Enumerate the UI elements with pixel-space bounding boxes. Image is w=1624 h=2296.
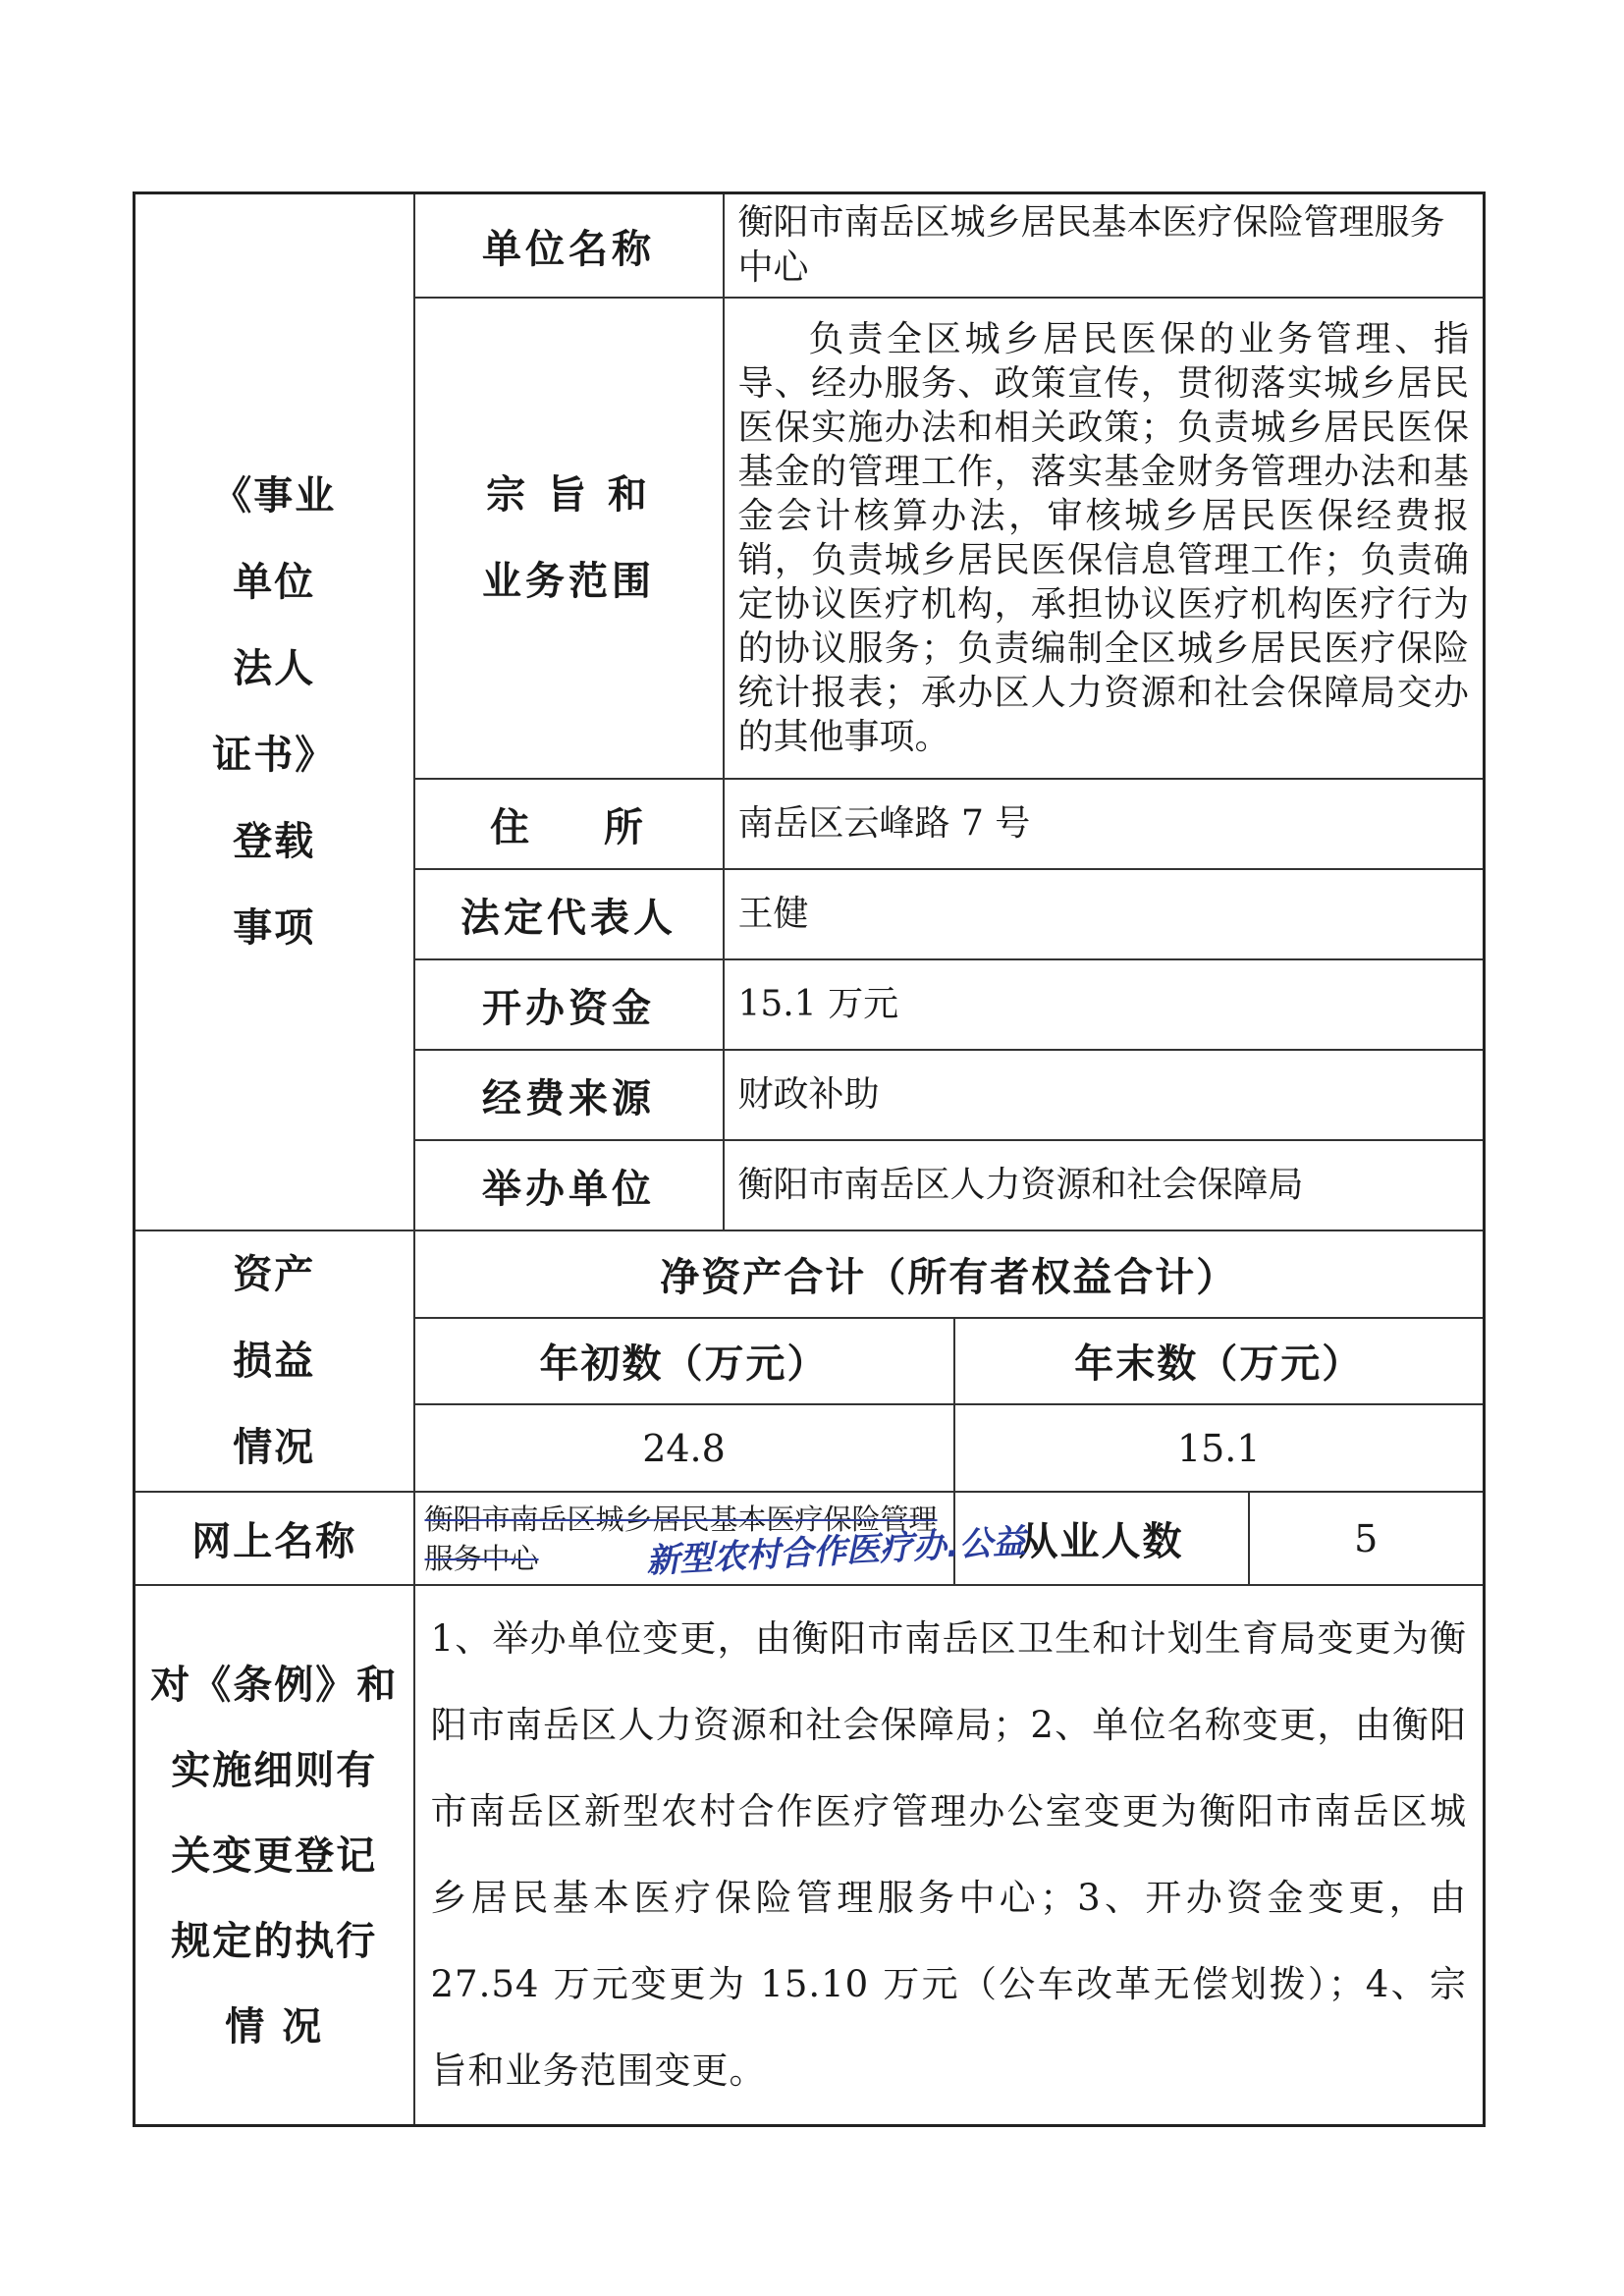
online-name-label: 网上名称 <box>135 1492 414 1585</box>
capital-value: 15.1 万元 <box>724 959 1485 1050</box>
staff-count-label: 从业人数 <box>954 1492 1249 1585</box>
funding-value: 财政补助 <box>724 1050 1485 1140</box>
purpose-scope-value: 负责全区城乡居民医保的业务管理、指导、经办服务、政策宣传，贯彻落实城乡居民医保实施办法和相关政策；负责城乡居民医保基金的管理工作，落实基金财务管理办法和基金会计核算办法，审核城乡居民医保经费报销，负责城乡居民医保信息管理工作；负责确定协议医疗机构，承担协议医疗机构医疗行为的协议服务；负责编制全区城乡居民医疗保险统计报表；承办区人力资源和社会保障局交办的其他事项。 <box>724 298 1485 779</box>
title-line: 情 况 <box>225 2002 324 2050</box>
row-unit-name <box>135 193 1485 299</box>
net-assets-header: 净资产合计（所有者权益合计） <box>414 1230 1485 1318</box>
label-line: 宗 旨 和 <box>486 471 651 518</box>
title-line: 事项 <box>233 904 316 951</box>
title-line: 登载 <box>233 818 316 864</box>
title-line: 证书》 <box>212 732 337 778</box>
title-line: 实施细则有 <box>171 1746 378 1793</box>
begin-year-value: 24.8 <box>414 1404 954 1492</box>
capital-label: 开办资金 <box>414 959 724 1050</box>
registration-form-table <box>133 191 1486 2127</box>
legal-rep-label: 法定代表人 <box>414 869 724 959</box>
title-line: 对《条例》和 <box>150 1661 399 1708</box>
address-value: 南岳区云峰路 7 号 <box>724 779 1485 869</box>
online-name-value <box>414 1492 1027 1585</box>
address-label: 住 所 <box>414 779 724 869</box>
online-name-handwritten: 新型农村合作医疗办.公益 <box>644 1521 1027 1582</box>
row-changes <box>135 1585 1485 2126</box>
end-year-value: 15.1 <box>954 1404 1485 1492</box>
purpose-scope-label <box>414 298 724 779</box>
label-line: 业务范围 <box>482 558 655 604</box>
title-line: 损益 <box>233 1338 316 1384</box>
sponsor-value: 衡阳市南岳区人力资源和社会保障局 <box>724 1140 1485 1230</box>
section-changes-title <box>135 1585 414 2126</box>
row-net-assets-header <box>135 1230 1485 1318</box>
section-assets-title <box>135 1230 414 1492</box>
section-registration-title <box>135 193 414 1231</box>
begin-year-label: 年初数（万元） <box>414 1318 954 1405</box>
title-line: 情况 <box>233 1424 316 1470</box>
sponsor-label: 举办单位 <box>414 1140 724 1230</box>
changes-text: 1、举办单位变更，由衡阳市南岳区卫生和计划生育局变更为衡阳市南岳区人力资源和社会保障局；2、单位名称变更，由衡阳市南岳区新型农村合作医疗管理办公室变更为衡阳市南岳区城乡居民基本医疗保险管理服务中心；3、开办资金变更，由 27.54 万元变更为 15.10 万元（公车改革无偿划拨）；4、宗旨和业务范围变更。 <box>414 1585 1485 2126</box>
title-line: 资产 <box>233 1251 316 1297</box>
title-line: 法人 <box>233 645 316 691</box>
end-year-label: 年末数（万元） <box>954 1318 1485 1405</box>
funding-label: 经费来源 <box>414 1050 724 1140</box>
staff-count-value: 5 <box>1249 1492 1485 1585</box>
unit-name-label: 单位名称 <box>414 193 724 299</box>
title-line: 规定的执行 <box>171 1917 378 1964</box>
title-line: 关变更登记 <box>171 1831 378 1879</box>
row-online-name <box>135 1492 1485 1585</box>
title-line: 《事业 <box>212 472 337 519</box>
legal-rep-value: 王健 <box>724 869 1485 959</box>
online-name-printed: 衡阳市南岳区城乡居民基本医疗保险管理服务中心 <box>424 1502 938 1575</box>
unit-name-value: 衡阳市南岳区城乡居民基本医疗保险管理服务中心 <box>724 193 1485 299</box>
title-line: 单位 <box>233 559 316 605</box>
